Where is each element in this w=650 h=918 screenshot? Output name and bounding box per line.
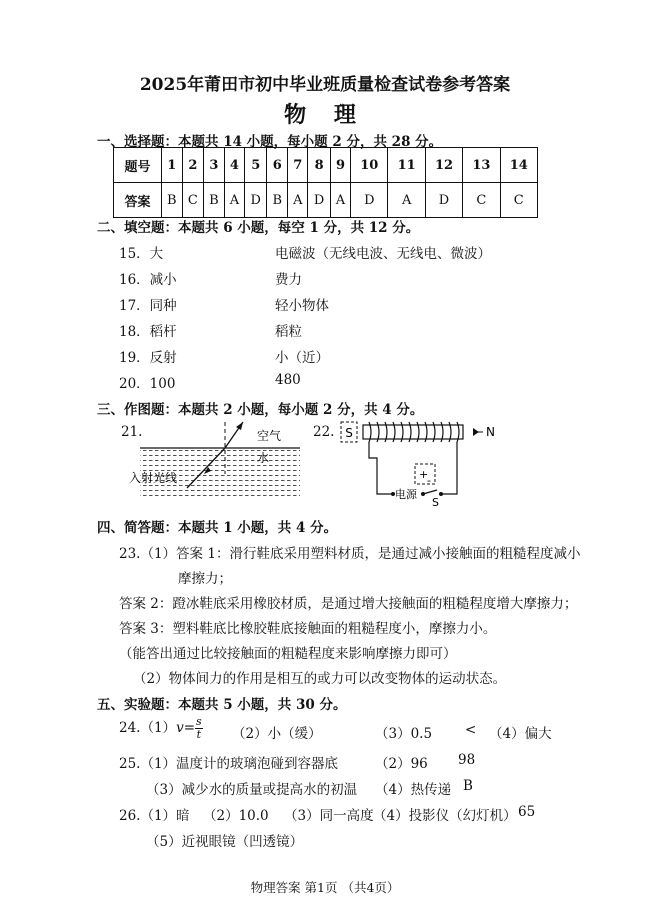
q26-part2: （2）10.0 bbox=[203, 808, 269, 824]
answer-cell: A bbox=[330, 183, 350, 218]
formula-fraction bbox=[195, 716, 203, 741]
switch-contact bbox=[439, 492, 443, 496]
q24-row bbox=[119, 716, 203, 741]
question-number: 10 bbox=[351, 148, 388, 183]
question-number: 7 bbox=[288, 148, 308, 183]
table-row bbox=[114, 183, 538, 218]
question-number: 4 bbox=[224, 148, 244, 183]
q25-part3: （3）减少水的质量或提高水的初温 bbox=[146, 782, 358, 798]
answer-cell: C bbox=[182, 183, 203, 218]
answer-cell: A bbox=[388, 183, 425, 218]
answer-cell: B bbox=[204, 183, 225, 218]
row-label-number: 题号 bbox=[114, 148, 162, 183]
fill-answer-20a: 20．100 bbox=[119, 376, 176, 392]
answer-cell: D bbox=[308, 183, 330, 218]
section4-heading: 四、简答题：本题共 1 小题，共 4 分。 bbox=[97, 520, 338, 536]
q24-part3: （3）0.5 bbox=[375, 726, 433, 742]
q26-part3: （3）同一高度 bbox=[284, 808, 374, 824]
answer-cell: A bbox=[224, 183, 244, 218]
s-pole-label: S bbox=[345, 426, 353, 440]
fill-answer-16a: 16．减小 bbox=[119, 272, 177, 288]
q23-answer1-line1: 23.（1）答案 1：滑行鞋底采用塑料材质，是通过减小接触面的粗糙程度减小 bbox=[119, 546, 581, 562]
q24-part3-compare: < bbox=[465, 722, 477, 738]
fill-answer-16b: 费力 bbox=[275, 272, 302, 288]
answer-cell: C bbox=[500, 183, 537, 218]
refraction-diagram bbox=[125, 418, 300, 500]
q23-answer3: 答案 3：塑料鞋底比橡胶鞋底接触面的粗糙程度小，摩擦力小。 bbox=[119, 621, 497, 637]
row-label-answer: 答案 bbox=[114, 183, 162, 218]
power-source-label: 电源 bbox=[395, 488, 417, 501]
q23-part2: （2）物体间力的作用是相互的或力可以改变物体的运动状态。 bbox=[133, 671, 507, 687]
fill-answer-19a: 19．反射 bbox=[119, 350, 177, 366]
minus-label: - bbox=[427, 474, 431, 487]
answer-cell: A bbox=[288, 183, 308, 218]
answer-cell: D bbox=[425, 183, 462, 218]
section5-heading: 五、实验题：本题共 5 小题，共 30 分。 bbox=[97, 697, 347, 713]
q24-part2: （2）小（缓） bbox=[232, 726, 322, 742]
answer-cell: D bbox=[245, 183, 267, 218]
switch-pivot bbox=[421, 492, 425, 496]
q25-part4: （4）热传递 bbox=[375, 782, 452, 798]
q26-part4: （4）投影仪（幻灯机） bbox=[373, 808, 517, 824]
section2-heading: 二、填空题：本题共 6 小题，每空 1 分，共 12 分。 bbox=[97, 220, 420, 236]
formula-v: v bbox=[176, 720, 184, 736]
section3-heading: 三、作图题：本题共 2 小题，每小题 2 分，共 4 分。 bbox=[97, 402, 424, 418]
answer-cell: B bbox=[162, 183, 183, 218]
question-number: 2 bbox=[182, 148, 203, 183]
plus-label: + bbox=[419, 468, 429, 481]
fill-answer-17b: 轻小物体 bbox=[275, 298, 329, 314]
switch-label: S bbox=[432, 496, 439, 506]
formula-eq: = bbox=[183, 720, 196, 736]
question-number: 13 bbox=[463, 148, 500, 183]
n-pole-label: N bbox=[486, 425, 495, 439]
question-number: 14 bbox=[500, 148, 537, 183]
section1-heading: 一、选择题：本题共 14 小题，每小题 2 分，共 28 分。 bbox=[97, 134, 443, 150]
q23-answer1-line2: 摩擦力； bbox=[178, 571, 232, 587]
q21-label: 21. bbox=[121, 424, 143, 440]
fill-answer-15a: 15．大 bbox=[119, 246, 164, 262]
q25-part4b: B bbox=[463, 778, 473, 794]
q24-part1-label: 24.（1） bbox=[119, 720, 177, 736]
q26-part1: 26.（1）暗 bbox=[119, 808, 190, 824]
question-number: 8 bbox=[308, 148, 330, 183]
wire-right bbox=[441, 442, 457, 494]
question-number: 12 bbox=[425, 148, 462, 183]
q25-part2: （2）96 bbox=[375, 756, 428, 772]
fill-answer-18a: 18．稻杆 bbox=[119, 324, 177, 340]
question-number: 3 bbox=[204, 148, 225, 183]
fill-answer-20b: 480 bbox=[275, 372, 301, 388]
formula-denominator: t bbox=[196, 728, 202, 741]
fill-answer-15b: 电磁波（无线电波、无线电、微波） bbox=[275, 246, 491, 262]
answer-cell: C bbox=[463, 183, 500, 218]
q25-part2b: 98 bbox=[458, 752, 476, 768]
electromagnet-diagram bbox=[333, 418, 508, 506]
question-number: 5 bbox=[245, 148, 267, 183]
answer-cell: B bbox=[267, 183, 288, 218]
incident-ray-label: 入射光线 bbox=[129, 471, 178, 485]
compass-needle-icon bbox=[473, 428, 479, 436]
table-row bbox=[114, 148, 538, 183]
q26-part5: （5）近视眼镜（凹透镜） bbox=[146, 834, 304, 850]
q23-answer2: 答案 2：蹬冰鞋底采用橡胶材质，是通过增大接触面的粗糙程度增大摩擦力； bbox=[119, 596, 578, 612]
water-label: 水 bbox=[257, 451, 270, 465]
answer-table bbox=[113, 147, 538, 218]
page-footer: 物理答案 第1页 （共4页） bbox=[250, 880, 400, 895]
question-number: 6 bbox=[267, 148, 288, 183]
q23-note: （能答出通过比较接触面的粗糙程度来影响摩擦力即可） bbox=[119, 646, 457, 662]
q24-part4: （4）偏大 bbox=[489, 726, 552, 742]
question-number: 11 bbox=[388, 148, 425, 183]
subject-heading: 物 理 bbox=[284, 102, 366, 128]
answer-cell: D bbox=[351, 183, 388, 218]
air-label: 空气 bbox=[257, 429, 282, 443]
refracted-arrow-icon bbox=[236, 422, 243, 430]
question-number: 9 bbox=[330, 148, 350, 183]
fill-answer-18b: 稻粒 bbox=[275, 324, 302, 340]
q25-part1: 25.（1）温度计的玻璃泡碰到容器底 bbox=[119, 756, 339, 772]
fill-answer-19b: 小（近） bbox=[275, 350, 329, 366]
page-title: 2025年莆田市初中毕业班质量检查试卷参考答案 bbox=[139, 75, 511, 95]
q26-part4b: 65 bbox=[518, 804, 536, 820]
q22-label: 22. bbox=[313, 424, 335, 440]
wire-left bbox=[369, 442, 393, 494]
switch-lever bbox=[423, 490, 437, 494]
fill-answer-17a: 17．同种 bbox=[119, 298, 177, 314]
question-number: 1 bbox=[162, 148, 183, 183]
formula-numerator: s bbox=[196, 715, 202, 728]
